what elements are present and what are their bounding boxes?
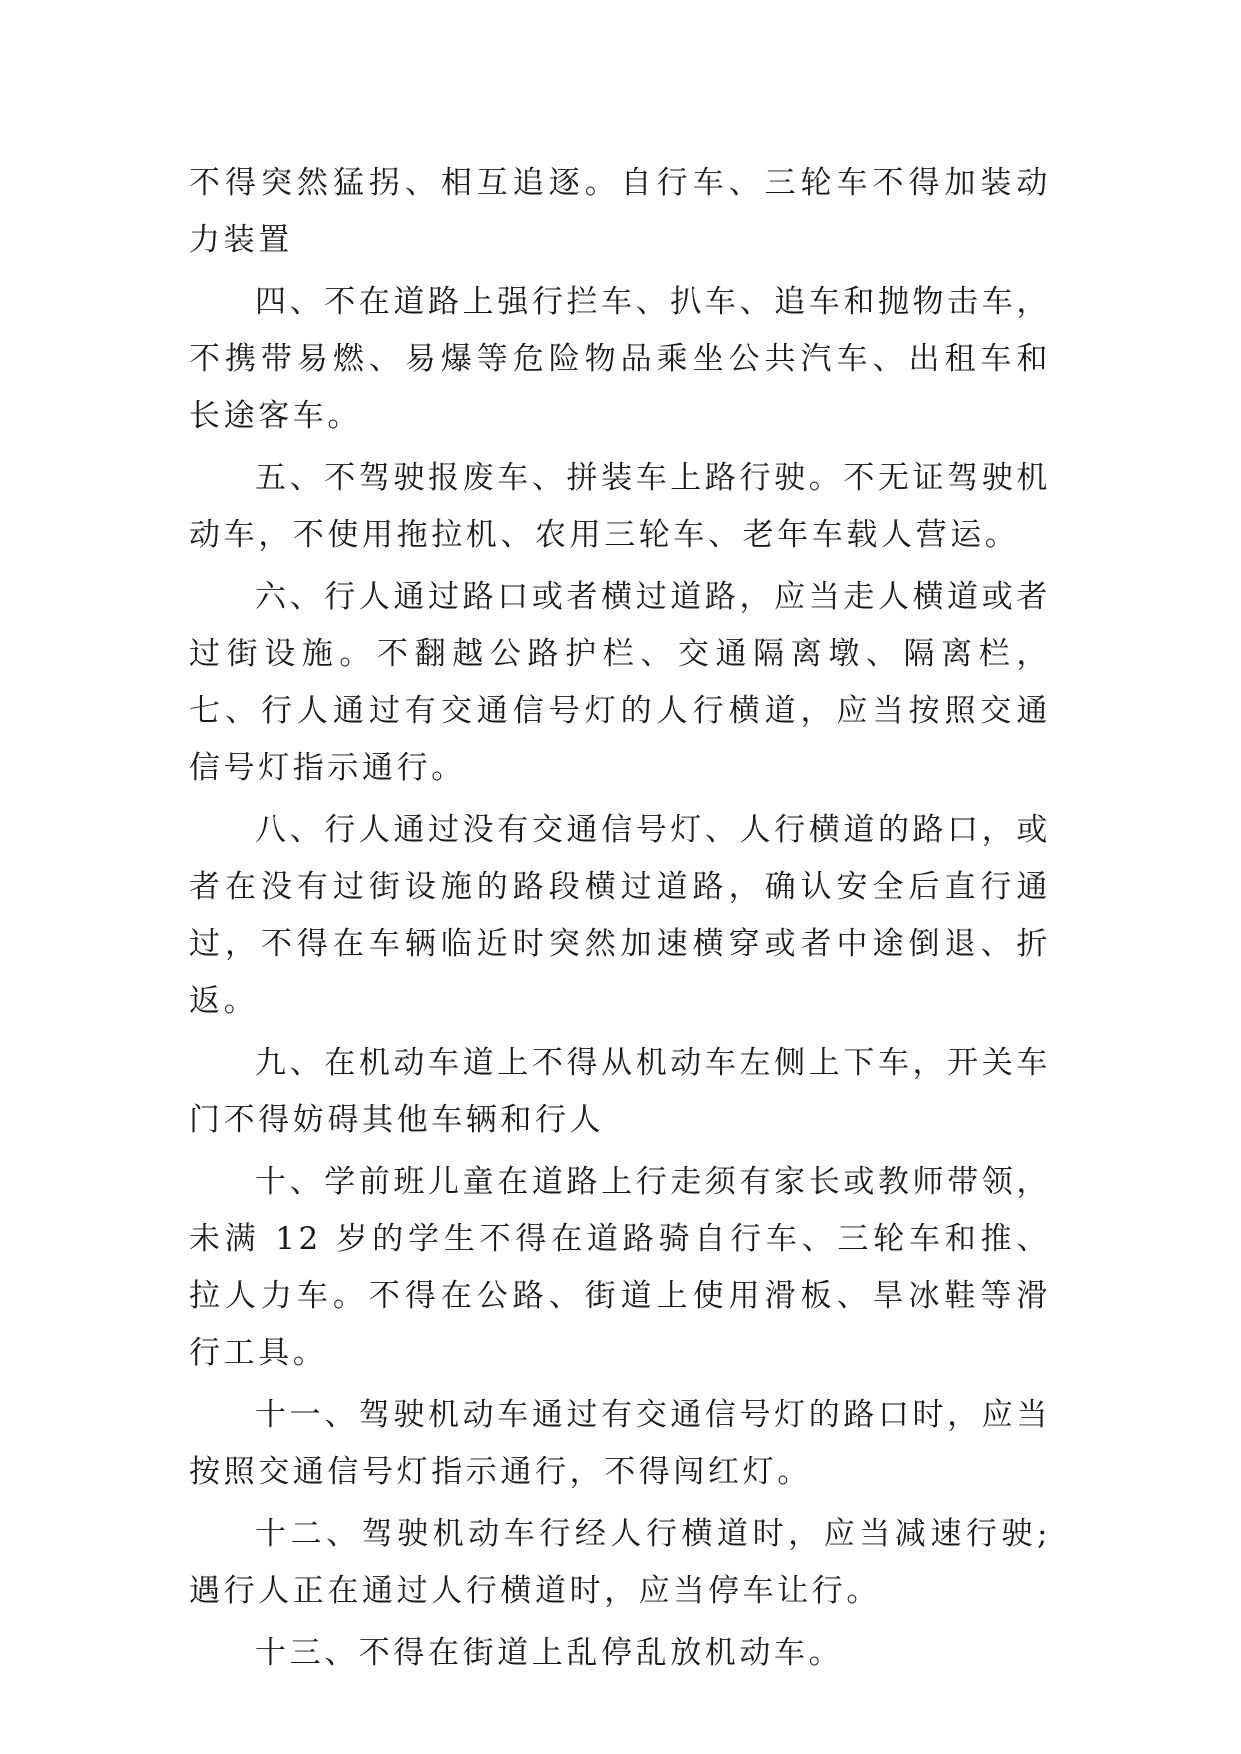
paragraph-item-8: 八、行人通过没有交通信号灯、人行横道的路口，或者在没有过街设施的路段横过道路，确认安全后直行通过，不得在车辆临近时突然加速横穿或者中途倒退、折返。: [189, 812, 1051, 1019]
paragraph-item-11: 十一、驾驶机动车通过有交通信号灯的路口时，应当按照交通信号灯指示通行，不得闯红灯。: [189, 1397, 1051, 1490]
paragraph-item-13: 十三、不得在街道上乱停乱放机动车。: [255, 1635, 844, 1671]
paragraph-item-12: 十二、驾驶机动车行经人行横道时，应当减速行驶;遇行人正在通过人行横道时，应当停车让行。: [189, 1516, 1051, 1609]
paragraph-item-9: 九、在机动车道上不得从机动车左侧上下车，开关车门不得妨碍其他车辆和行人: [189, 1045, 1051, 1138]
paragraph-continuation: 不得突然猛拐、相互追逐。自行车、三轮车不得加装动力装置: [189, 165, 1051, 258]
paragraph-item-10: 十、学前班儿童在道路上行走须有家长或教师带领，未满 12 岁的学生不得在道路骑自行车、三轮车和推、拉人力车。不得在公路、街道上使用滑板、旱冰鞋等滑行工具。: [189, 1164, 1051, 1371]
paragraph-item-5: 五、不驾驶报废车、拼装车上路行驶。不无证驾驶机动车，不使用拖拉机、农用三轮车、老年车载人营运。: [189, 460, 1051, 553]
paragraph-item-6-7: 六、行人通过路口或者横过道路，应当走人横道或者过街设施。不翻越公路护栏、交通隔离墩、隔离栏，七、行人通过有交通信号灯的人行横道，应当按照交通信号灯指示通行。: [189, 579, 1051, 786]
paragraph-item-4: 四、不在道路上强行拦车、扒车、追车和抛物击车，不携带易燃、易爆等危险物品乘坐公共汽车、出租车和长途客车。: [189, 284, 1051, 434]
document-body: [189, 155, 1051, 1687]
